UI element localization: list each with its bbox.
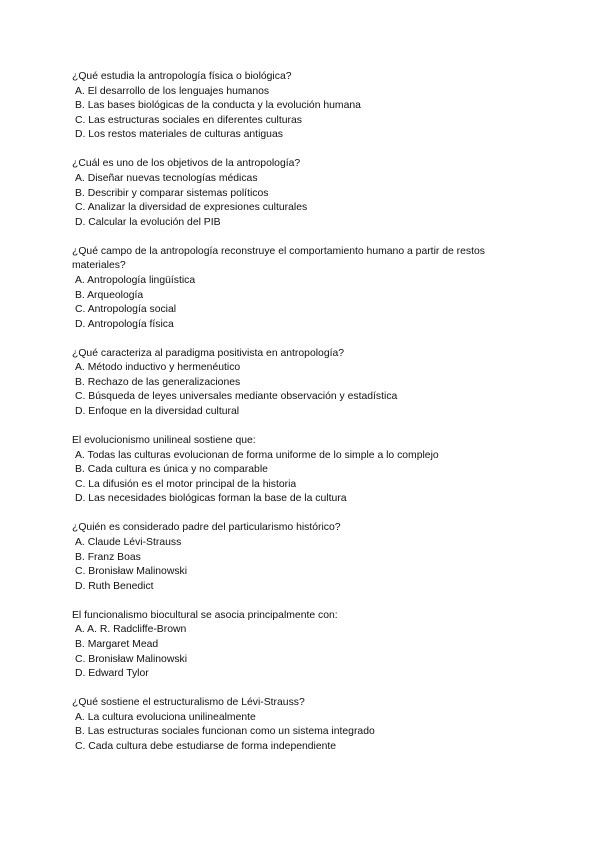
answer-option-c: C. Analizar la diversidad de expresiones culturales	[75, 202, 308, 214]
question-block-3	[72, 245, 532, 333]
answer-options	[72, 274, 532, 332]
answer-option-a: A. A. R. Radcliffe-Brown	[75, 624, 187, 636]
answer-option-b: B. Las bases biológicas de la conducta y la evolución humana	[75, 100, 361, 112]
question-block-6	[72, 521, 532, 594]
answer-options	[72, 711, 532, 755]
answer-options	[72, 172, 532, 230]
answer-option-d: D. Edward Tylor	[75, 668, 149, 680]
quiz-questions	[72, 70, 532, 769]
answer-options	[72, 536, 532, 594]
answer-option-c: C. La difusión es el motor principal de la historia	[75, 478, 297, 490]
answer-options	[72, 623, 532, 681]
answer-option-d: D. Enfoque en la diversidad cultural	[75, 406, 240, 418]
question-block-5	[72, 434, 532, 507]
answer-option-b: B. Las estructuras sociales funcionan como un sistema integrado	[75, 726, 375, 738]
question-block-2	[72, 157, 532, 230]
answer-option-d: D. Antropología física	[75, 318, 174, 330]
question-text: ¿Cuál es uno de los objetivos de la antropología?	[72, 158, 301, 170]
answer-option-c: C. Las estructuras sociales en diferentes culturas	[75, 114, 302, 126]
answer-option-a: A. Antropología lingüística	[75, 274, 196, 286]
answer-option-b: B. Margaret Mead	[75, 638, 159, 650]
answer-option-b: B. Cada cultura es única y no comparable	[75, 464, 268, 476]
answer-option-b: B. Arqueología	[75, 289, 144, 301]
answer-options	[72, 361, 532, 419]
question-block-4	[72, 347, 532, 420]
question-text: El evolucionismo unilineal sostiene que:	[72, 435, 256, 447]
question-text: ¿Quién es considerado padre del particularismo histórico?	[72, 522, 341, 534]
question-block-8	[72, 696, 532, 754]
answer-option-b: B. Franz Boas	[75, 551, 141, 563]
question-text: ¿Qué sostiene el estructuralismo de Lévi-Strauss?	[72, 697, 305, 709]
answer-option-d: D. Las necesidades biológicas forman la base de la cultura	[75, 493, 347, 505]
question-block-7	[72, 609, 532, 682]
answer-option-a: A. La cultura evoluciona unilinealmente	[75, 711, 256, 723]
answer-option-c: C. Cada cultura debe estudiarse de forma independiente	[75, 740, 337, 752]
answer-option-c: C. Antropología social	[75, 304, 177, 316]
answer-option-a: A. El desarrollo de los lenguajes humanos	[75, 85, 270, 97]
question-block-1	[72, 70, 532, 143]
question-text: ¿Qué campo de la antropología reconstruye el comportamiento humano a partir de restos materiales?	[72, 245, 485, 272]
answer-options	[72, 449, 532, 507]
answer-option-b: B. Describir y comparar sistemas políticos	[75, 187, 269, 199]
answer-option-c: C. Búsqueda de leyes universales mediante observación y estadística	[75, 391, 398, 403]
question-text: El funcionalismo biocultural se asocia principalmente con:	[72, 609, 338, 621]
answer-option-a: A. Claude Lévi-Strauss	[75, 536, 182, 548]
answer-option-a: A. Método inductivo y hermenéutico	[75, 362, 241, 374]
answer-option-c: C. Bronisław Malinowski	[75, 653, 188, 665]
answer-option-d: D. Los restos materiales de culturas antiguas	[75, 129, 283, 141]
answer-option-d: D. Calcular la evolución del PIB	[75, 216, 221, 228]
answer-options	[72, 85, 532, 143]
question-text: ¿Qué estudia la antropología física o biológica?	[72, 71, 292, 82]
answer-option-a: A. Todas las culturas evolucionan de forma uniforme de lo simple a lo complejo	[75, 449, 439, 461]
answer-option-b: B. Rechazo de las generalizaciones	[75, 376, 241, 388]
question-text: ¿Qué caracteriza al paradigma positivista en antropología?	[72, 347, 345, 359]
answer-option-d: D. Ruth Benedict	[75, 580, 154, 592]
answer-option-a: A. Diseñar nuevas tecnologías médicas	[75, 172, 258, 184]
answer-option-c: C. Bronisław Malinowski	[75, 566, 188, 578]
